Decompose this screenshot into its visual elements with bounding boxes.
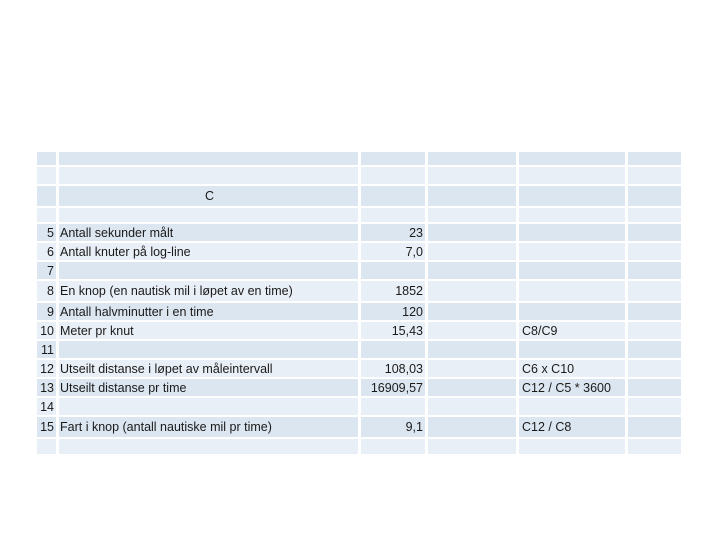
- formula-cell: [519, 398, 625, 415]
- empty-cell: [428, 379, 516, 396]
- column-header-c: C: [59, 186, 358, 206]
- row-number-cell: 7: [37, 262, 56, 279]
- description-cell: Meter pr knut: [59, 322, 358, 339]
- empty-cell: [428, 398, 516, 415]
- row-number-cell: 13: [37, 379, 56, 396]
- table-row: [37, 303, 683, 320]
- table-row: [37, 417, 683, 437]
- value-cell: [361, 152, 425, 165]
- empty-cell: [428, 341, 516, 358]
- blank-row: [37, 439, 683, 454]
- value-cell: 15,43: [361, 322, 425, 339]
- empty-cell: [628, 281, 681, 301]
- row-number-cell: [37, 167, 56, 184]
- empty-cell: [428, 262, 516, 279]
- empty-cell: [628, 224, 681, 241]
- value-cell: 9,1: [361, 417, 425, 437]
- empty-cell: [628, 417, 681, 437]
- formula-cell: C8/C9: [519, 322, 625, 339]
- row-number-cell: 14: [37, 398, 56, 415]
- formula-cell: [519, 439, 625, 454]
- empty-cell: [628, 303, 681, 320]
- empty-cell: [628, 322, 681, 339]
- row-number-cell: 6: [37, 243, 56, 260]
- row-number-cell: [37, 208, 56, 222]
- description-cell: Antall sekunder målt: [59, 224, 358, 241]
- blank-row: [37, 152, 683, 165]
- formula-cell: [519, 224, 625, 241]
- blank-row: [37, 208, 683, 222]
- empty-cell: [628, 360, 681, 377]
- empty-cell: [428, 243, 516, 260]
- empty-cell: [428, 167, 516, 184]
- formula-cell: [519, 243, 625, 260]
- empty-cell: [628, 167, 681, 184]
- description-cell: Utseilt distanse pr time: [59, 379, 358, 396]
- value-cell: [361, 167, 425, 184]
- empty-cell: [628, 379, 681, 396]
- row-number-cell: 15: [37, 417, 56, 437]
- description-cell: [59, 439, 358, 454]
- value-cell: [361, 439, 425, 454]
- row-number-cell: 12: [37, 360, 56, 377]
- description-cell: Antall knuter på log-line: [59, 243, 358, 260]
- description-cell: [59, 208, 358, 222]
- table-row: [37, 322, 683, 339]
- value-cell: [361, 262, 425, 279]
- empty-cell: [428, 303, 516, 320]
- value-cell: 23: [361, 224, 425, 241]
- empty-cell: [628, 152, 681, 165]
- empty-cell: [428, 281, 516, 301]
- description-cell: [59, 262, 358, 279]
- table-row: [37, 360, 683, 377]
- empty-cell: [428, 224, 516, 241]
- row-number-cell: 10: [37, 322, 56, 339]
- formula-cell: [519, 208, 625, 222]
- description-cell: [59, 167, 358, 184]
- description-cell: En knop (en nautisk mil i løpet av en time): [59, 281, 358, 301]
- column-header-row: [37, 186, 683, 206]
- empty-cell: [628, 208, 681, 222]
- value-cell: 108,03: [361, 360, 425, 377]
- table-row: [37, 341, 683, 358]
- row-number-cell: 9: [37, 303, 56, 320]
- empty-cell: [428, 439, 516, 454]
- row-number-cell: [37, 152, 56, 165]
- formula-cell: C12 / C5 * 3600: [519, 379, 625, 396]
- table-row: [37, 281, 683, 301]
- empty-cell: [628, 186, 681, 206]
- value-cell: 7,0: [361, 243, 425, 260]
- empty-cell: [428, 322, 516, 339]
- row-number-cell: 8: [37, 281, 56, 301]
- empty-cell: [628, 262, 681, 279]
- value-cell: 1852: [361, 281, 425, 301]
- empty-cell: [428, 417, 516, 437]
- table-row: [37, 398, 683, 415]
- spreadsheet: [37, 152, 683, 454]
- empty-cell: [428, 360, 516, 377]
- row-number-cell: [37, 186, 56, 206]
- row-number-cell: 11: [37, 341, 56, 358]
- formula-cell: C6 x C10: [519, 360, 625, 377]
- description-cell: Antall halvminutter i en time: [59, 303, 358, 320]
- empty-cell: [428, 186, 516, 206]
- formula-cell: [519, 303, 625, 320]
- formula-cell: [519, 152, 625, 165]
- value-cell: 120: [361, 303, 425, 320]
- empty-cell: [628, 341, 681, 358]
- formula-cell: [519, 167, 625, 184]
- description-cell: [59, 341, 358, 358]
- formula-cell: [519, 341, 625, 358]
- blank-row: [37, 167, 683, 184]
- empty-cell: [428, 152, 516, 165]
- empty-cell: [628, 243, 681, 260]
- table-row: [37, 243, 683, 260]
- value-cell: [361, 398, 425, 415]
- row-number-cell: [37, 439, 56, 454]
- empty-cell: [428, 208, 516, 222]
- description-cell: [59, 152, 358, 165]
- formula-cell: [519, 281, 625, 301]
- row-number-cell: 5: [37, 224, 56, 241]
- empty-cell: [628, 398, 681, 415]
- formula-cell: [519, 262, 625, 279]
- formula-cell: [519, 186, 625, 206]
- value-cell: [361, 208, 425, 222]
- value-cell: 16909,57: [361, 379, 425, 396]
- description-cell: Fart i knop (antall nautiske mil pr time): [59, 417, 358, 437]
- table-row: [37, 379, 683, 396]
- description-cell: Utseilt distanse i løpet av måleintervall: [59, 360, 358, 377]
- value-cell: [361, 341, 425, 358]
- value-cell: [361, 186, 425, 206]
- empty-cell: [628, 439, 681, 454]
- description-cell: [59, 398, 358, 415]
- formula-cell: C12 / C8: [519, 417, 625, 437]
- table-row: [37, 224, 683, 241]
- table-row: [37, 262, 683, 279]
